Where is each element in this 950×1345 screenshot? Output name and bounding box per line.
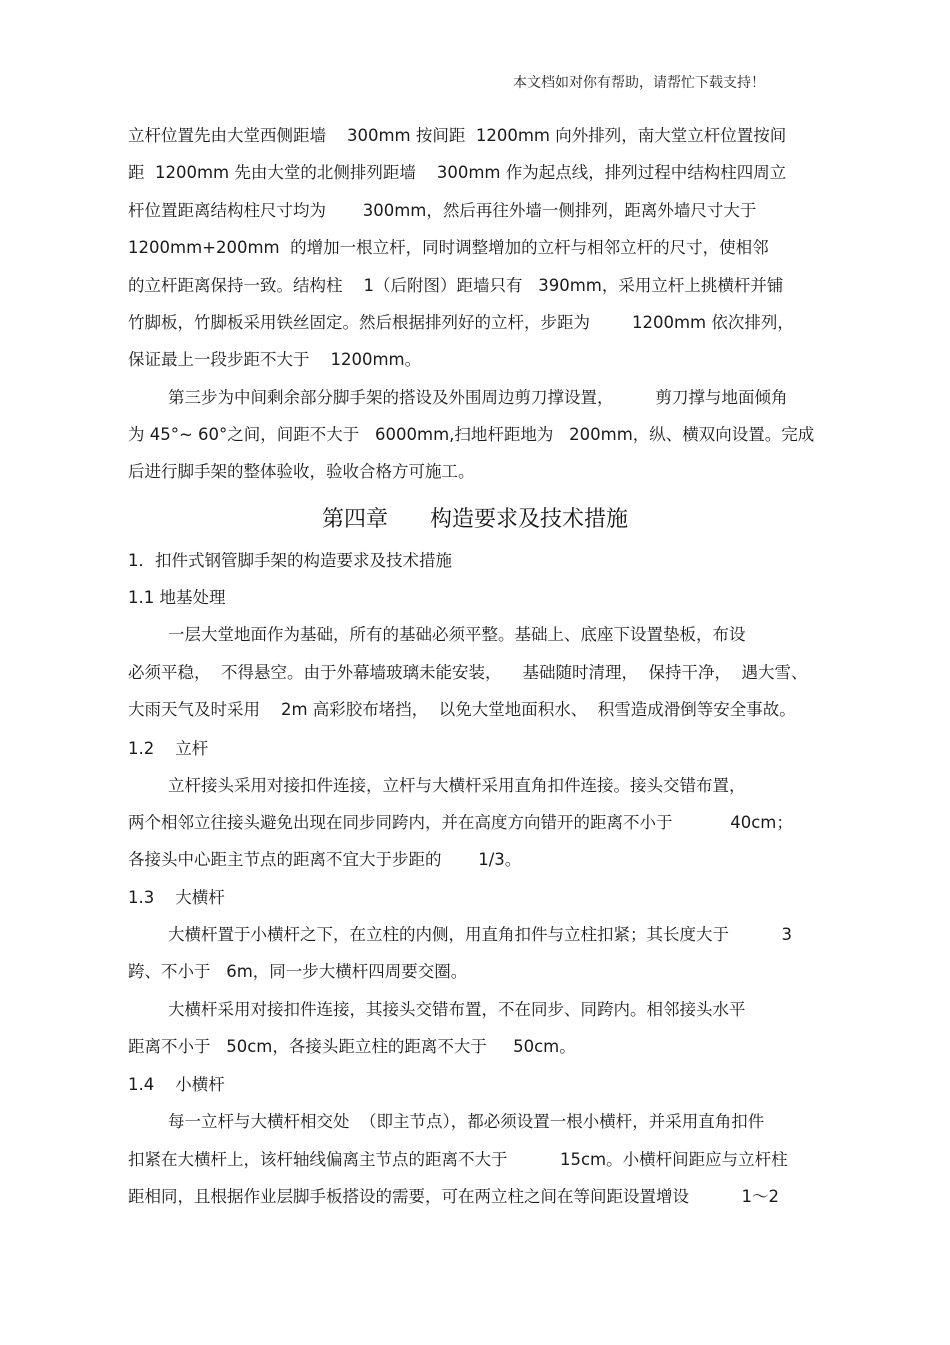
text-line: 每一立杆与大横杆相交处 （即主节点），都必须设置一根小横杆，并采用直角扣件: [168, 1112, 765, 1131]
section-heading-1-2: 1.2 立杆: [128, 739, 209, 758]
text-line: 距相同，且根据作业层脚手板搭设的需要，可在两立柱之间在等间距设置增设 1～2: [128, 1187, 779, 1206]
section-heading-1: 1．扣件式钢管脚手架的构造要求及技术措施: [128, 551, 452, 570]
chapter-title: 第四章 构造要求及技术措施: [322, 507, 628, 532]
text-line: 第三步为中间剩余部分脚手架的搭设及外围周边剪刀撑设置， 剪刀撑与地面倾角: [168, 388, 788, 407]
text-line: 两个相邻立往接头避免出现在同步同跨内，并在高度方向错开的距离不小于 40cm；: [128, 813, 793, 832]
page-header-note: 本文档如对你有帮助，请帮忙下载支持！: [513, 75, 765, 91]
text-line: 距 1200mm 先由大堂的北侧排列距墙 300mm 作为起点线，排列过程中结构柱四周立: [128, 163, 787, 182]
text-line: 的立杆距离保持一致。结构柱 1（后附图）距墙只有 390mm，采用立杆上挑横杆并铺: [128, 276, 784, 295]
text-line: 立杆位置先由大堂西侧距墙 300mm 按间距 1200mm 向外排列，南大堂立杆位置按间: [128, 126, 787, 145]
text-line: 跨、不小于 6m，同一步大横杆四周要交圈。: [128, 962, 468, 981]
section-heading-1-4: 1.4 小横杆: [128, 1075, 225, 1094]
section-heading-1-1: 1.1 地基处理: [128, 588, 226, 607]
text-line: 1200mm+200mm 的增加一根立杆，同时调整增加的立杆与相邻立杆的尺寸，使相邻: [128, 238, 769, 257]
text-line: 必须平稳， 不得悬空。由于外幕墙玻璃未能安装， 基础随时清理， 保持干净， 遇大雪、: [128, 663, 808, 682]
text-line: 距离不小于 50cm，各接头距立柱的距离不大于 50cm。: [128, 1037, 576, 1056]
text-line: 杆位置距离结构柱尺寸均为 300mm，然后再往外墙一侧排列，距离外墙尺寸大于: [128, 201, 757, 220]
text-line: 一层大堂地面作为基础，所有的基础必须平整。基础上、底座下设置垫板，布设: [168, 625, 746, 644]
text-line: 大横杆采用对接扣件连接，其接头交错布置，不在同步、同跨内。相邻接头水平: [168, 1000, 746, 1019]
text-line: 为 45°~ 60°之间，间距不大于 6000mm,扫地杆距地为 200mm，纵、横双向设置。完成: [128, 425, 815, 444]
text-line: 后进行脚手架的整体验收，验收合格方可施工。: [128, 462, 475, 481]
text-line: 大横杆置于小横杆之下，在立柱的内侧，用直角扣件与立柱扣紧；其长度大于 3: [168, 925, 792, 944]
text-line: 保证最上一段步距不大于 1200mm。: [128, 350, 422, 369]
text-line: 扣紧在大横杆上，该杆轴线偏离主节点的距离不大于 15cm。小横杆间距应与立杆柱: [128, 1150, 788, 1169]
section-heading-1-3: 1.3 大横杆: [128, 888, 225, 907]
text-line: 大雨天气及时采用 2m 高彩胶布堵挡， 以免大堂地面积水、 积雪造成滑倒等安全事故。: [128, 700, 796, 719]
text-line: 竹脚板，竹脚板采用铁丝固定。然后根据排列好的立杆，步距为 1200mm 依次排列，: [128, 313, 794, 332]
text-line: 各接头中心距主节点的距离不宜大于步距的 1/3。: [128, 850, 522, 869]
text-line: 立杆接头采用对接扣件连接，立杆与大横杆采用直角扣件连接。接头交错布置，: [168, 776, 746, 795]
